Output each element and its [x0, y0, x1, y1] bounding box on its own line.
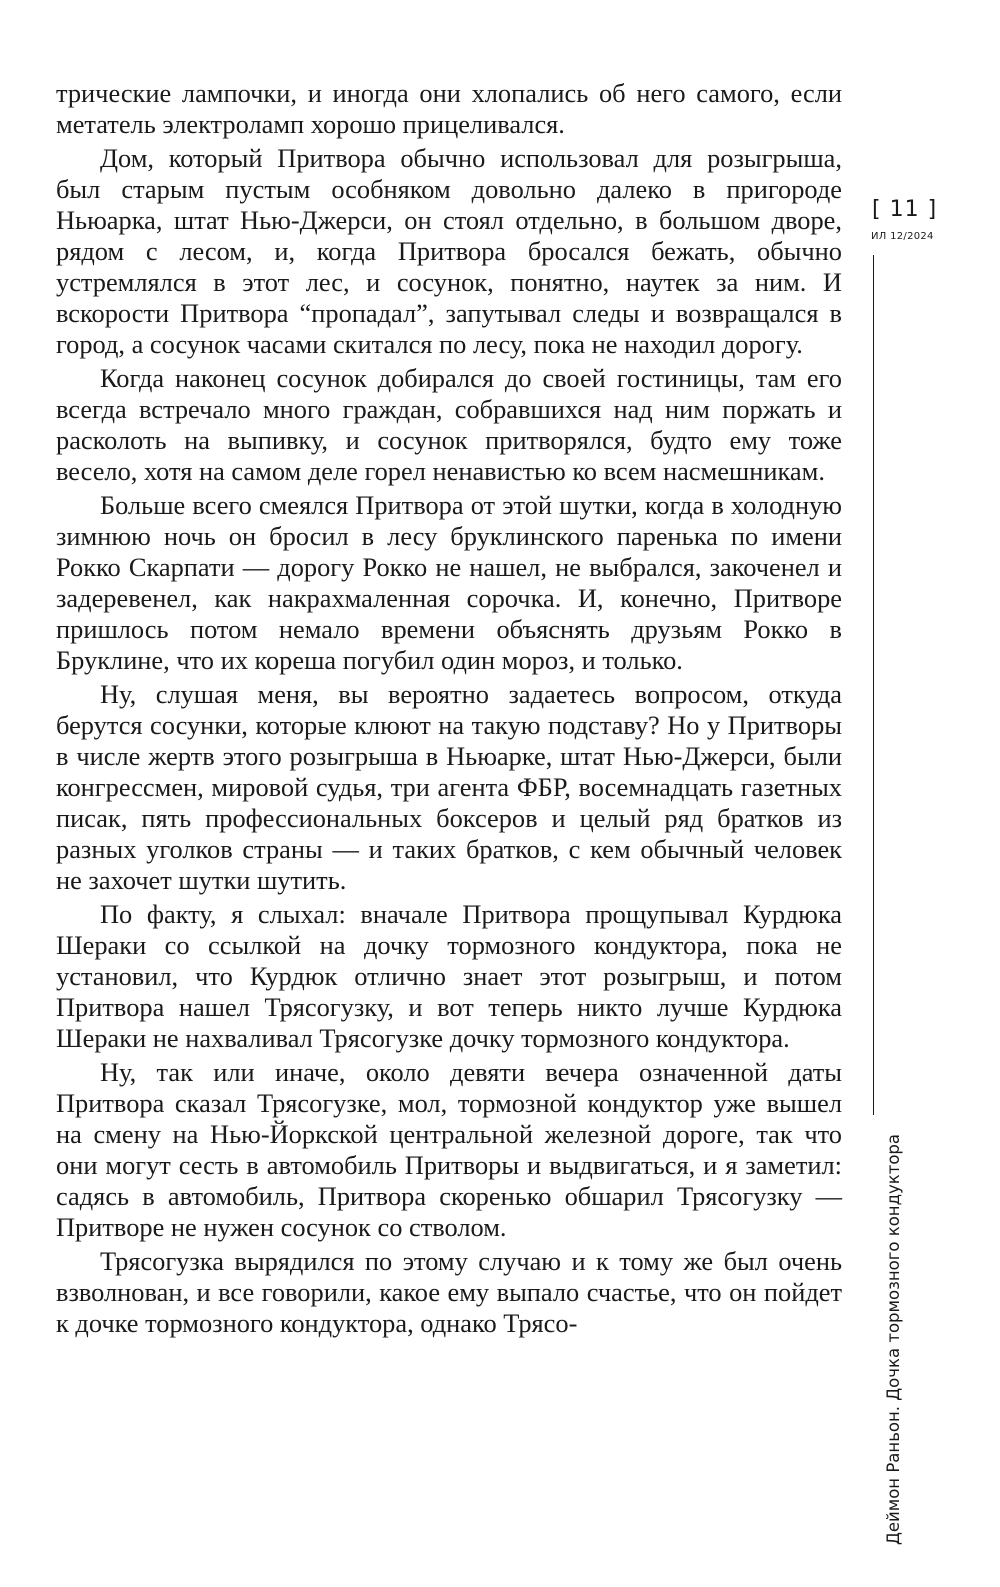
paragraph: Ну, слушая меня, вы вероятно задаетесь вопросом, откуда берутся сосунки, которые клюют на такую подставу? Но у Притворы в числе жертв этого розыгрыша в Ньюарке, штат Нью-Джерси, были конгрессмен, мировой судья, три агента ФБР, восемнадцать газетных писак, пять профессиональных боксеров и целый ряд братков из разных уголков страны — и таких братков, с кем обычный человек не захочет шутки шутить. — [56, 679, 842, 895]
paragraph: Трясогузка вырядился по этому случаю и к тому же был очень взволнован, и все говорили, какое ему выпало счастье, что он пойдет к дочке тормозного кондуктора, однако Трясо- — [56, 1246, 842, 1338]
paragraph: Когда наконец сосунок добирался до своей гостиницы, там его всегда встречало много граждан, собравшихся над ним поржать и расколоть на выпивку, и сосунок притворялся, будто ему тоже весело, хотя на самом деле горел ненавистью ко всем насмешникам. — [56, 363, 842, 486]
paragraph: Больше всего смеялся Притвора от этой шутки, когда в холодную зимнюю ночь он бросил в лесу бруклинского паренька по имени Рокко Скарпати — дорогу Рокко не нашел, не выбрался, закоченел и задеревенел, как накрахмаленная сорочка. И, конечно, Притворе пришлось потом немало времени объяснять друзьям Рокко в Бруклине, что их кореша погубил один мороз, и только. — [56, 490, 842, 675]
body-text — [56, 78, 842, 1339]
margin-rule — [873, 255, 874, 1115]
page-number: [ 11 ] — [872, 197, 938, 222]
running-title: Деймон Раньон. Дочка тормозного кондуктора — [884, 1133, 903, 1545]
paragraph: трические лампочки, и иногда они хлопались об него самого, если метатель электроламп хорошо прицеливался. — [56, 78, 842, 139]
issue-label: ИЛ 12/2024 — [871, 231, 934, 242]
paragraph: По факту, я слыхал: вначале Притвора прощупывал Курдюка Шераки со ссылкой на дочку тормозного кондуктора, пока не установил, что Курдюк отлично знает этот розыгрыш, и потом Притвора нашел Трясогузку, и вот теперь никто лучше Курдюка Шераки не нахваливал Трясогузке дочку тормозного кондуктора. — [56, 899, 842, 1053]
paragraph: Ну, так или иначе, около девяти вечера означенной даты Притвора сказал Трясогузке, мол, тормозной кондуктор уже вышел на смену на Нью-Йоркской центральной железной дороге, так что они могут сесть в автомобиль Притворы и выдвигаться, и я заметил: садясь в автомобиль, Притвора скоренько обшарил Трясогузку — Притворе не нужен сосунок со стволом. — [56, 1057, 842, 1242]
paragraph: Дом, который Притвора обычно использовал для розыгрыша, был старым пустым особняком довольно далеко в пригороде Ньюарка, штат Нью-Джерси, он стоял отдельно, в большом дворе, рядом с лесом, и, когда Притвора бросался бежать, обычно устремлялся в этот лес, и сосунок, понятно, наутек за ним. И вскорости Притвора “пропадал”, запутывал следы и возвращался в город, а сосунок часами скитался по лесу, пока не находил дорогу. — [56, 143, 842, 359]
